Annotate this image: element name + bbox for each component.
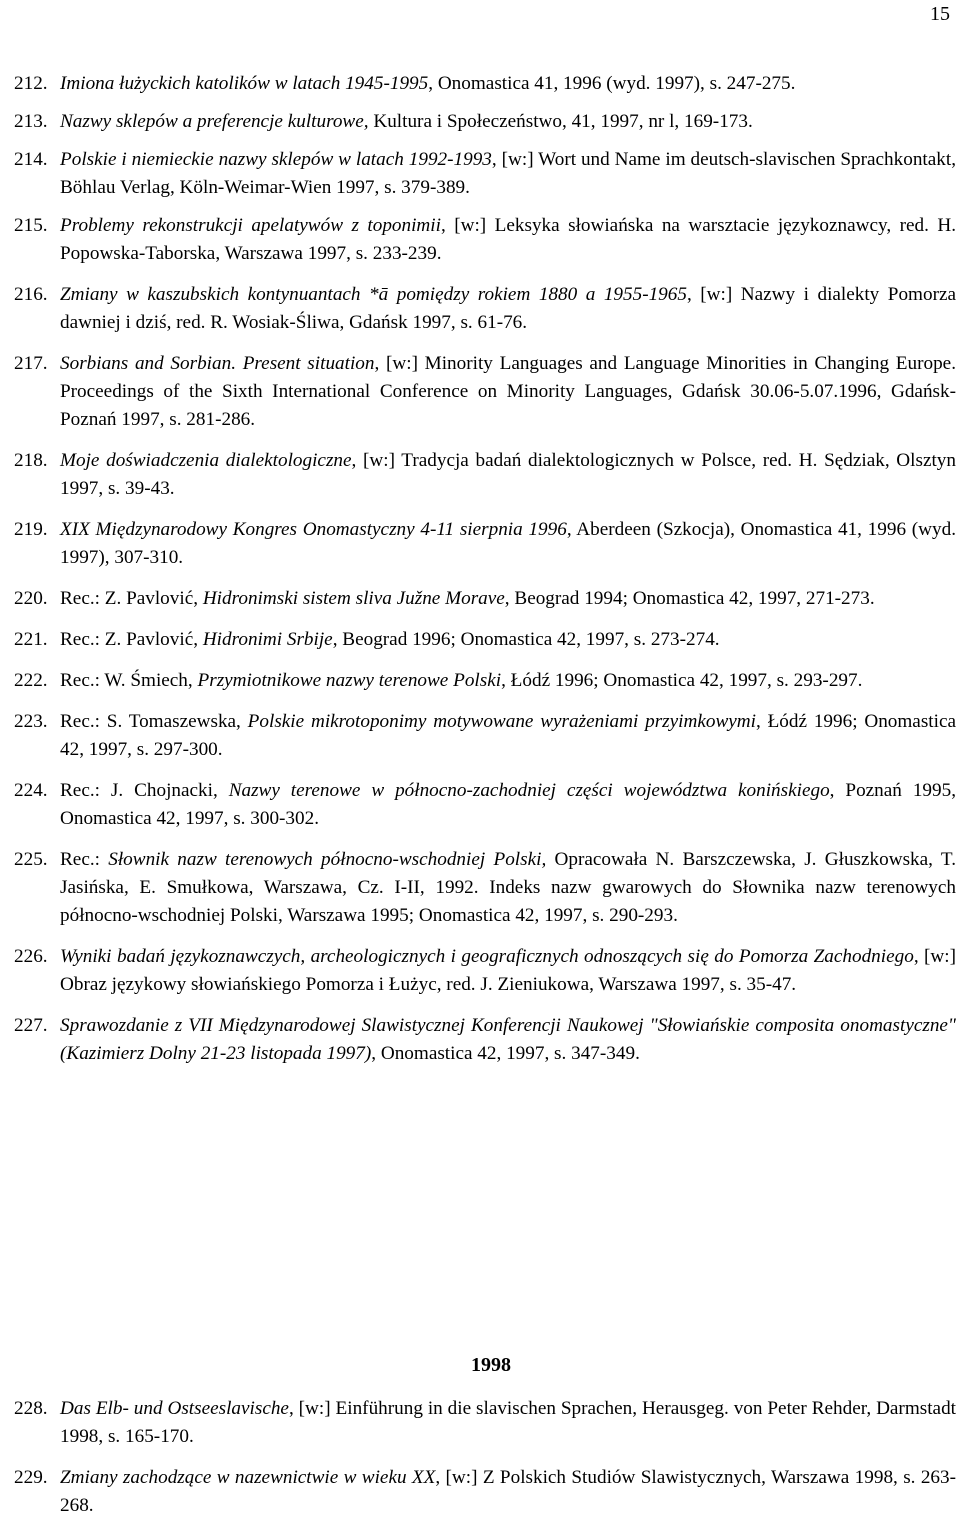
entry-number: 213. <box>14 111 48 132</box>
entry-title: Hidronimski sistem sliva Južne Morave <box>202 588 505 609</box>
entry-details: , [w:] Tradycja badań dialektologicznych w Polsce, red. H. Sędziak, Olsztyn 1997, s. 39-43. <box>60 450 956 499</box>
entry-details: Kultura i Społeczeństwo, 41, 1997, nr l, 169-173. <box>368 111 753 132</box>
entry-details: , [w:] Z Polskich Studiów Slawistycznych, Warszawa 1998, s. 263-268. <box>60 1467 956 1516</box>
entry-details: , Onomastica 42, 1997, s. 347-349. <box>371 1043 640 1064</box>
bibliography-entry <box>14 108 956 136</box>
entry-title: Moje doświadczenia dialektologiczne <box>60 450 352 471</box>
bibliography-entry <box>14 281 956 337</box>
entry-number: 225. <box>14 849 48 870</box>
entry-title: Wyniki badań językoznawczych, archeologicznych i geograficznych odnoszących się do Pomorza Zachodniego <box>60 946 914 967</box>
entry-number: 220. <box>14 588 48 609</box>
entry-text <box>60 516 956 572</box>
entry-title: Problemy rekonstrukcji apelatywów z toponimii <box>60 215 441 236</box>
entry-reviewer: Rec.: S. Tomaszewska, <box>60 711 248 732</box>
entry-details: , [w:] Einführung in die slavischen Sprachen, Herausgeg. von Peter Rehder, Darmstadt 1998, s. 165-170. <box>60 1398 956 1447</box>
entry-details: Opracowała N. Barszczewska, J. Głuszkowska, T. Jasińska, E. Smułkowa, Warszawa, Cz. I-II, 1992. Indeks nazw gwarowych do Słownika nazw terenowych północno-wschodniej Polski, Warszawa 1995; Onomastica 42, 1997, s. 290-293. <box>60 849 956 926</box>
entry-number: 218. <box>14 450 48 471</box>
entry-number: 224. <box>14 780 48 801</box>
entry-reviewer: Rec.: Z. Pavlović, <box>60 629 203 650</box>
entry-text <box>60 212 956 268</box>
entry-number: 228. <box>14 1398 48 1419</box>
bibliography-entry <box>14 708 956 764</box>
bibliography-entry <box>14 777 956 833</box>
entry-number: 212. <box>14 73 48 94</box>
year-heading: 1998 <box>471 1354 511 1376</box>
entry-title: Das Elb- und Ostseeslavische <box>60 1398 289 1419</box>
entry-number: 214. <box>14 149 48 170</box>
entry-text <box>60 1464 956 1520</box>
entry-details: , Poznań 1995, Onomastica 42, 1997, s. 300-302. <box>60 780 956 829</box>
entry-title: Słownik nazw terenowych północno-wschodniej Polski, <box>108 849 547 870</box>
entry-text <box>60 667 956 695</box>
entry-details: , [w:] Minority Languages and Language Minorities in Changing Europe. Proceedings of the Sixth International Conference on Minority Languages, Gdańsk 30.06-5.07.1996, Gdańsk-Poznań 1997, s. 281-286. <box>60 353 956 430</box>
bibliography-entry <box>14 146 956 202</box>
entry-details: , Łódź 1996; Onomastica 42, 1997, s. 293-297. <box>501 670 863 691</box>
entry-number: 229. <box>14 1467 48 1488</box>
bibliography-entry <box>14 212 956 268</box>
entry-title: Hidronimi Srbije <box>202 629 333 650</box>
bibliography-list-1998 <box>14 1395 956 1533</box>
entry-details: , Beograd 1996; Onomastica 42, 1997, s. 273-274. <box>332 629 720 650</box>
entry-details: , Łódź 1996; Onomastica 42, 1997, s. 297-300. <box>60 711 956 760</box>
bibliography-entry <box>14 846 956 930</box>
bibliography-entry <box>14 626 956 654</box>
entry-number: 217. <box>14 353 48 374</box>
entry-text <box>60 447 956 503</box>
entry-details: , Aberdeen (Szkocja), Onomastica 41, 1996 (wyd. 1997), 307-310. <box>60 519 956 568</box>
entry-number: 221. <box>14 629 48 650</box>
entry-text <box>60 350 956 434</box>
entry-details: , Beograd 1994; Onomastica 42, 1997, 271-273. <box>504 588 875 609</box>
entry-title: Zmiany zachodzące w nazewnictwie w wieku XX <box>60 1467 436 1488</box>
entry-title: Sorbians and Sorbian. Present situation <box>60 353 375 374</box>
bibliography-list <box>14 70 956 1081</box>
entry-number: 223. <box>14 711 48 732</box>
entry-number: 226. <box>14 946 48 967</box>
bibliography-entry <box>14 516 956 572</box>
entry-title: Nazwy sklepów a preferencje kulturowe, <box>60 111 369 132</box>
entry-reviewer: Rec.: J. Chojnacki, <box>60 780 229 801</box>
entry-number: 227. <box>14 1015 48 1036</box>
entry-title: Imiona łużyckich katolików w latach 1945-1995 <box>60 73 429 94</box>
entry-text <box>60 146 956 202</box>
entry-title: Zmiany w kaszubskich kontynuantach *ā pomiędzy rokiem 1880 a 1955-1965 <box>60 284 687 305</box>
entry-text <box>60 626 956 654</box>
entry-text <box>60 585 956 613</box>
bibliography-entry <box>14 943 956 999</box>
entry-details: , [w:] Obraz językowy słowiańskiego Pomorza i Łużyc, red. J. Zieniukowa, Warszawa 1997, s. 35-47. <box>60 946 957 995</box>
entry-title: Polskie i niemieckie nazwy sklepów w latach 1992-1993 <box>60 149 492 170</box>
bibliography-entry <box>14 1012 956 1068</box>
entry-details: , [w:] Wort und Name im deutsch-slavischen Sprachkontakt, Böhlau Verlag, Köln-Weimar-Wien 1997, s. 379-389. <box>60 149 957 198</box>
entry-text <box>60 1395 956 1451</box>
entry-text <box>60 777 956 833</box>
bibliography-entry <box>14 667 956 695</box>
entry-details: , [w:] Leksyka słowiańska na warsztacie językoznawcy, red. H. Popowska-Taborska, Warszawa 1997, s. 233-239. <box>60 215 956 264</box>
entry-text <box>60 70 956 98</box>
entry-number: 215. <box>14 215 48 236</box>
entry-text <box>60 943 956 999</box>
entry-title: Polskie mikrotoponimy motywowane wyrażeniami przyimkowymi <box>247 711 756 732</box>
entry-title: Przymiotnikowe nazwy terenowe Polski <box>197 670 502 691</box>
entry-text <box>60 281 956 337</box>
entry-reviewer: Rec.: W. Śmiech, <box>60 670 198 691</box>
entry-number: 219. <box>14 519 48 540</box>
bibliography-entry <box>14 447 956 503</box>
bibliography-entry <box>14 1395 956 1451</box>
entry-text <box>60 108 956 136</box>
entry-text <box>60 1012 956 1068</box>
entry-reviewer: Rec.: Z. Pavlović, <box>60 588 203 609</box>
bibliography-entry <box>14 1464 956 1520</box>
bibliography-entry <box>14 585 956 613</box>
entry-number: 222. <box>14 670 48 691</box>
entry-details: , [w:] Nazwy i dialekty Pomorza dawniej i dziś, red. R. Wosiak-Śliwa, Gdańsk 1997, s. 61-76. <box>60 284 956 333</box>
entry-title: Nazwy terenowe w północno-zachodniej części województwa konińskiego <box>228 780 830 801</box>
entry-details: , Onomastica 41, 1996 (wyd. 1997), s. 247-275. <box>428 73 796 94</box>
bibliography-entry <box>14 70 956 98</box>
entry-reviewer: Rec.: <box>60 849 109 870</box>
bibliography-entry <box>14 350 956 434</box>
page-number: 15 <box>930 3 950 25</box>
entry-number: 216. <box>14 284 48 305</box>
entry-text <box>60 846 956 930</box>
entry-title: XIX Międzynarodowy Kongres Onomastyczny 4-11 sierpnia 1996 <box>60 519 567 540</box>
entry-text <box>60 708 956 764</box>
entry-title: Sprawozdanie z VII Międzynarodowej Slawistycznej Konferencji Naukowej "Słowiańskie composita onomastyczne" (Kazimierz Dolny 21-23 listopada 1997) <box>60 1015 956 1064</box>
